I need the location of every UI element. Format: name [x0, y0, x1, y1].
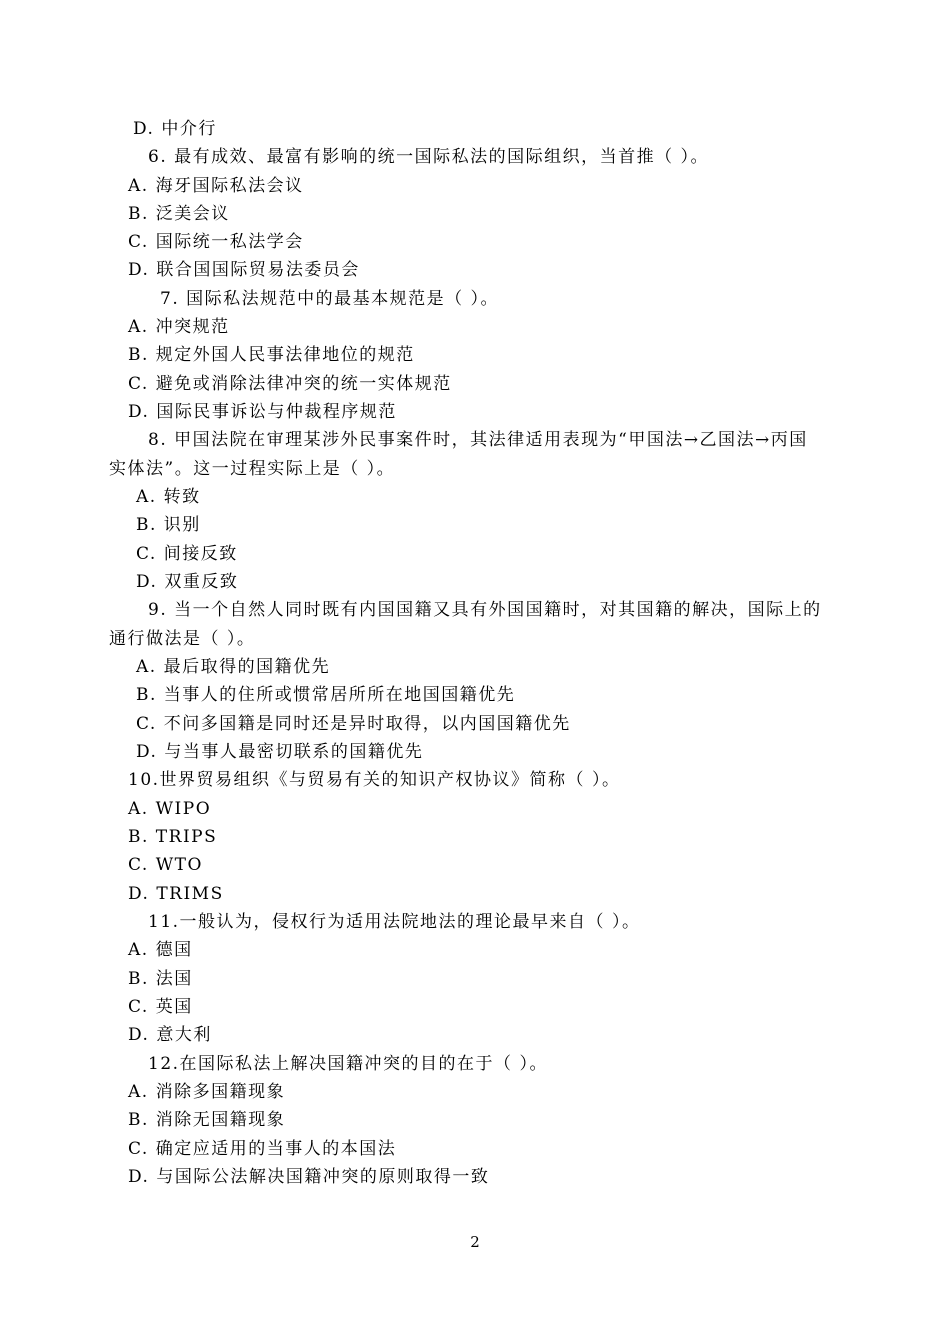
q8-option-c: C. 间接反致 [136, 544, 238, 564]
q6-option-a: A. 海牙国际私法会议 [128, 176, 304, 196]
q12-option-d: D. 与国际公法解决国籍冲突的原则取得一致 [128, 1167, 490, 1187]
q7-option-b: B. 规定外国人民事法律地位的规范 [128, 345, 415, 365]
q7-option-a: A. 冲突规范 [128, 317, 230, 337]
q6-option-b: B. 泛美会议 [128, 204, 230, 224]
q9-stem-line2: 通行做法是（ ）。 [109, 629, 256, 649]
page-number: 2 [470, 1233, 480, 1251]
q11-option-a: A. 德国 [128, 940, 193, 960]
q10-option-d: D. TRIMS [128, 884, 224, 904]
q10-option-c: C. WTO [128, 855, 203, 875]
q8-option-b: B. 识别 [136, 515, 201, 535]
q10-option-b: B. TRIPS [128, 827, 218, 847]
q12-option-a: A. 消除多国籍现象 [128, 1082, 286, 1102]
q11-stem: 11.一般认为，侵权行为适用法院地法的理论最早来自（ ）。 [148, 912, 641, 932]
q6-option-d: D. 联合国国际贸易法委员会 [128, 260, 360, 280]
q9-option-c: C. 不问多国籍是同时还是异时取得，以内国国籍优先 [136, 714, 571, 734]
q10-option-a: A. WIPO [128, 799, 212, 819]
q5-option-d: D. 中介行 [133, 119, 217, 139]
q12-option-c: C. 确定应适用的当事人的本国法 [128, 1139, 397, 1159]
q9-stem-line1: 9. 当一个自然人同时既有内国国籍又具有外国国籍时，对其国籍的解决，国际上的 [148, 600, 822, 620]
q6-stem: 6. 最有成效、最富有影响的统一国际私法的国际组织，当首推（ ）。 [148, 147, 710, 167]
q11-option-c: C. 英国 [128, 997, 193, 1017]
q8-stem-line2: 实体法”。这一过程实际上是（ ）。 [109, 459, 396, 479]
q11-option-d: D. 意大利 [128, 1025, 212, 1045]
q9-option-b: B. 当事人的住所或惯常居所所在地国国籍优先 [136, 685, 516, 705]
q6-option-c: C. 国际统一私法学会 [128, 232, 304, 252]
q7-stem: 7. 国际私法规范中的最基本规范是（ ）。 [160, 289, 500, 309]
q9-option-a: A. 最后取得的国籍优先 [136, 657, 331, 677]
q9-option-d: D. 与当事人最密切联系的国籍优先 [136, 742, 424, 762]
q8-option-d: D. 双重反致 [136, 572, 239, 592]
q7-option-d: D. 国际民事诉讼与仲裁程序规范 [128, 402, 397, 422]
q12-stem: 12.在国际私法上解决国籍冲突的目的在于（ ）。 [148, 1054, 548, 1074]
q10-stem: 10.世界贸易组织《与贸易有关的知识产权协议》简称（ ）。 [128, 770, 621, 790]
q7-option-c: C. 避免或消除法律冲突的统一实体规范 [128, 374, 452, 394]
q8-option-a: A. 转致 [136, 487, 201, 507]
q11-option-b: B. 法国 [128, 969, 193, 989]
q8-stem-line1: 8. 甲国法院在审理某涉外民事案件时，其法律适用表现为“甲国法→乙国法→丙国 [148, 430, 808, 450]
q12-option-b: B. 消除无国籍现象 [128, 1110, 286, 1130]
